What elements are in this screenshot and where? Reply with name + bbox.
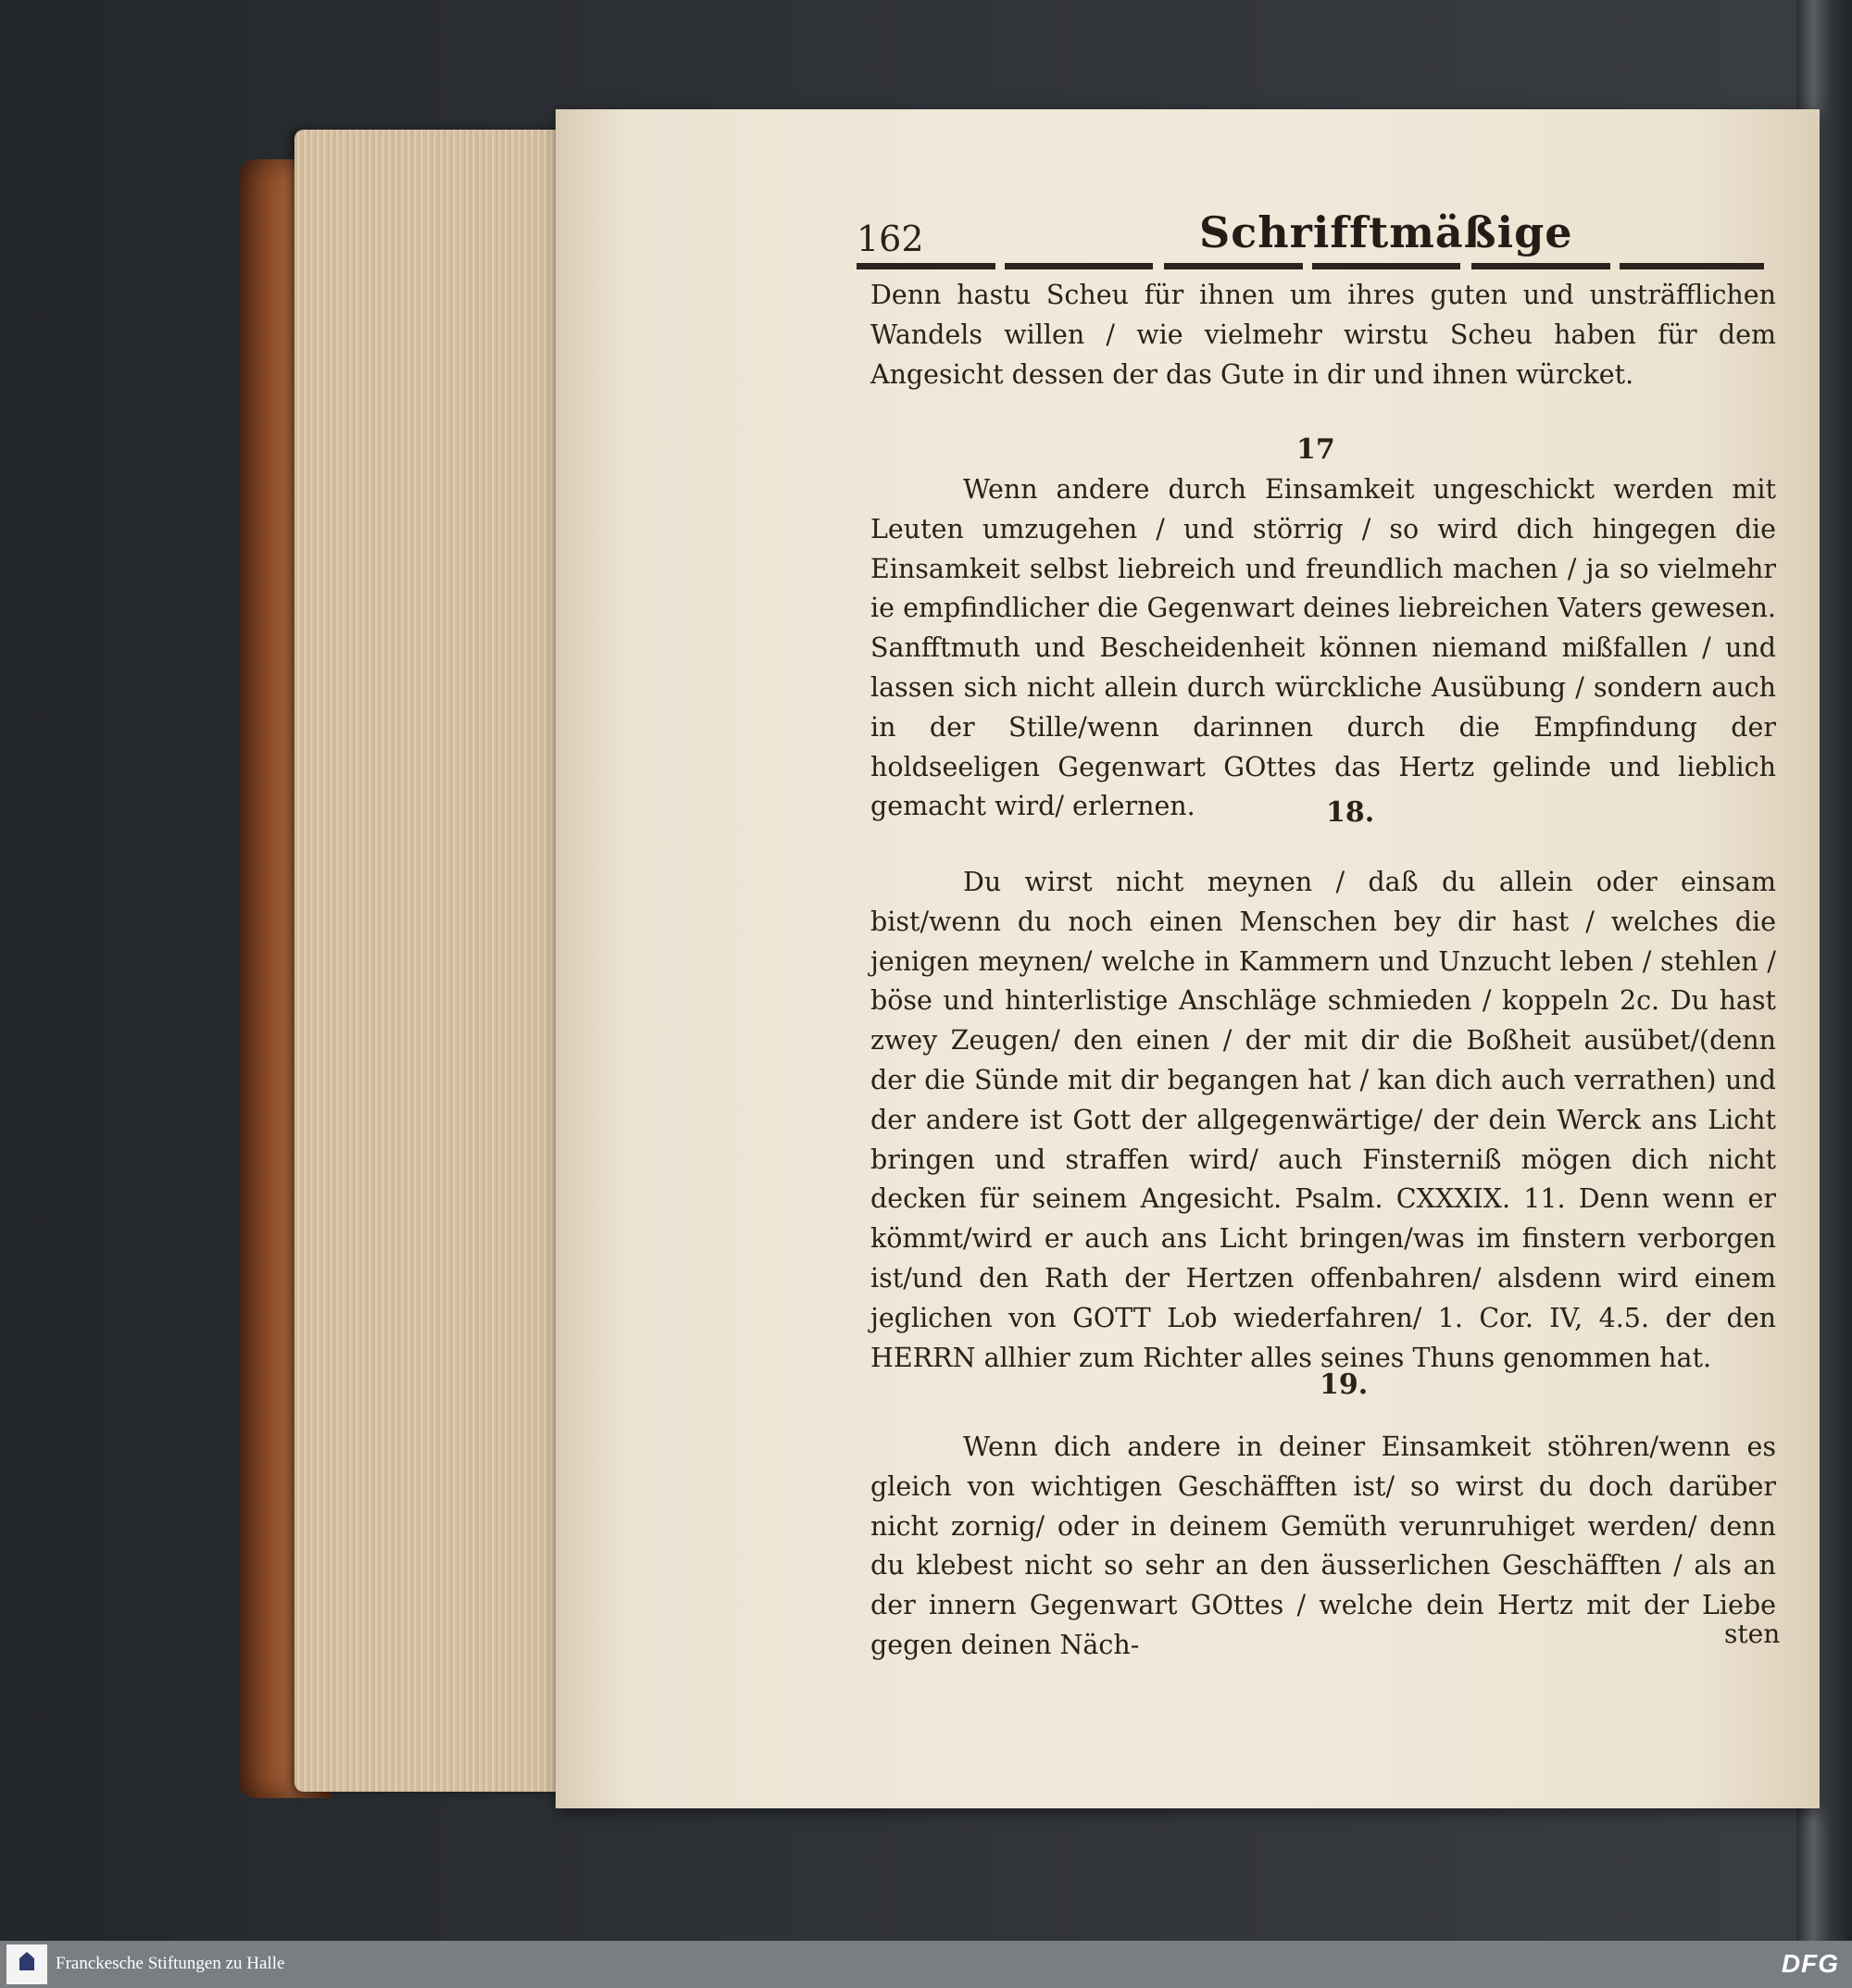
page-header [857, 207, 1764, 267]
institution-logo [6, 1944, 47, 1984]
page-edges [294, 130, 563, 1792]
viewer-footer [0, 1941, 1852, 1988]
institution-name[interactable]: Franckesche Stiftungen zu Halle [56, 1954, 285, 1973]
building-icon [19, 1952, 34, 1970]
page-number: 162 [857, 219, 924, 259]
paragraph-19: Wenn dich andere in deiner Einsamkeit stöhren/wenn es gleich von wichtigen Geschäfften ist/ so wirst du doch darüber nicht zornig/ oder in deinem Gemüth verunruhiget werden/ denn du klebest nicht so sehr an den äusserlichen Geschäfften / als an der innern Gegenwart GOttes / welche dein Hertz mit der Liebe gegen deinen Näch- [870, 1432, 1776, 1660]
dfg-logo[interactable]: DFG [1781, 1949, 1839, 1978]
paragraph-continued: Denn hastu Scheu für ihnen um ihres guten und unsträfflichen Wandels willen / wie vielmehr wirstu Scheu haben für dem Angesicht dessen der das Gute in dir und ihnen würcket. [870, 280, 1776, 390]
paragraph-18: Du wirst nicht meynen / daß du allein oder einsam bist/wenn du noch einen Menschen bey dir hast / welches die jenigen meynen/ welche in Kammern und Unzucht leben / stehlen / böse und hinterlistige Anschläge schmieden / koppeln 2c. Du hast zwey Zeugen/ den einen / der mit dir die Boßheit ausübet/(denn der die Sünde mit dir begangen hat / kan dich auch verrathen) und der andere ist Gott der allgegenwärtige/ der dein Werck ans Licht bringen und straffen wird/ auch Finsterniß mögen dich nicht decken für seinem Angesicht. Psalm. CXXXIX. 11. Denn wenn er kömmt/wird er auch ans Licht bringen/was im finstern verborgen ist/und den Rath der Hertzen offenbahren/ alsdenn wird einem jeglichen von GOTT Lob wiederfahren/ 1. Cor. IV, 4.5. der den HERRN allhier zum Richter alles seines Thuns genommen hat. [870, 867, 1776, 1373]
header-rule [857, 263, 1764, 269]
running-title: Schrifftmäßige [1199, 207, 1573, 257]
section-number-17: 17 [1296, 433, 1335, 466]
section-number-19: 19. [1320, 1369, 1369, 1401]
paragraph-17: Wenn andere durch Einsamkeit ungeschickt werden mit Leuten umzugehen / und störrig / so wird dich hingegen die Einsamkeit selbst liebreich und freundlich machen / ja so vielmehr ie empfindlicher die Gegenwart deines liebreichen Vaters gewesen. Sanfftmuth und Bescheidenheit können niemand mißfallen / und lassen sich nicht allein durch würckliche Ausübung / sondern auch in der Stille/wenn darinnen durch die Empfindung der holdseeligen Gegenwart GOttes das Hertz gelinde und lieblich gemacht wird/ erlernen. [870, 474, 1776, 822]
section-number-18: 18. [1326, 796, 1375, 829]
catchword: sten [1724, 1619, 1781, 1649]
